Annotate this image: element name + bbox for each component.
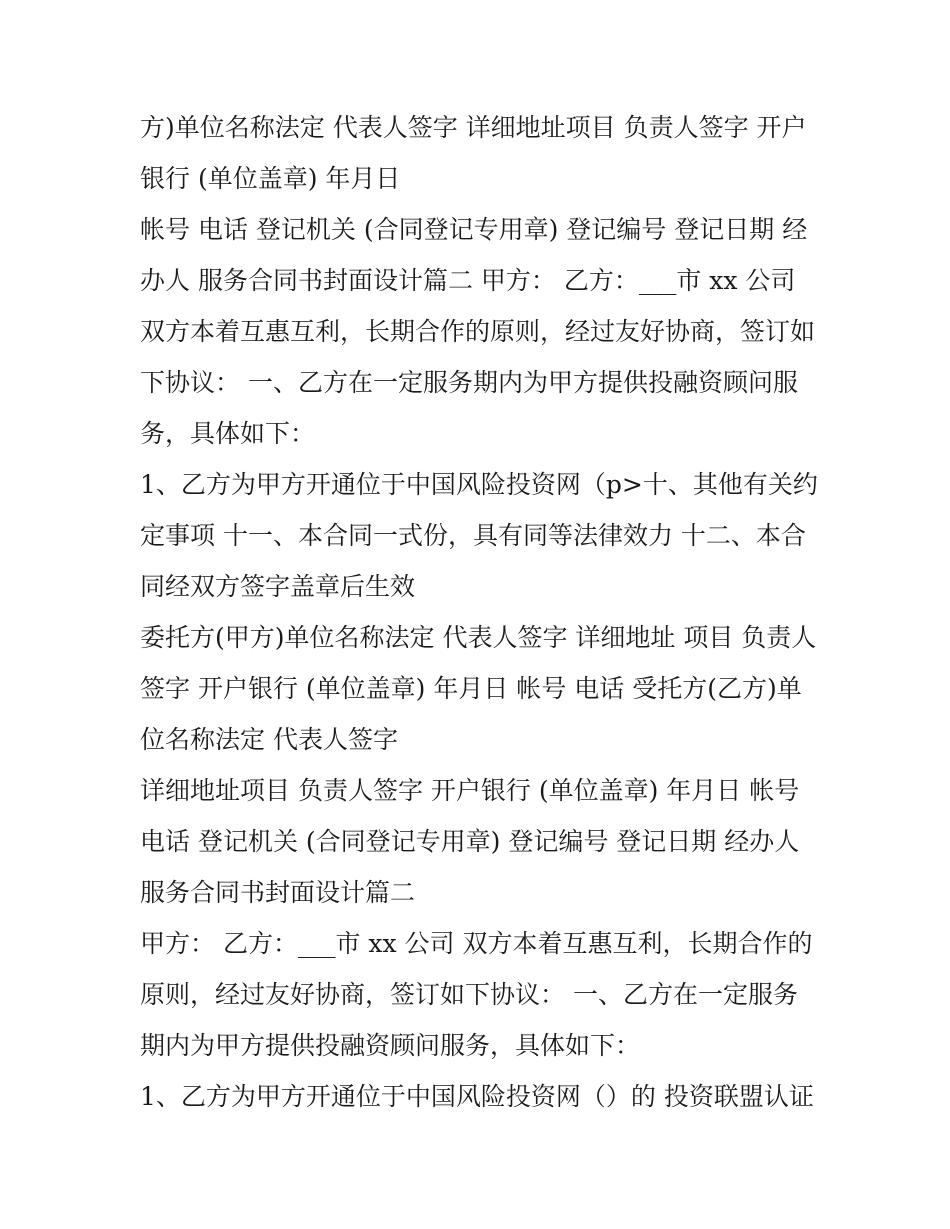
text-line: 方)单位名称法定 代表人签字 详细地址项目 负责人签字 开户 — [140, 113, 807, 142]
text-line: 原则，经过友好协商，签订如下协议： 一、乙方在一定服务 — [140, 980, 798, 1009]
text-line: 下协议： 一、乙方在一定服务期内为甲方提供投融资顾问服 — [140, 368, 798, 397]
text-line: 位名称法定 代表人签字 — [140, 725, 398, 754]
text-line: 1、乙方为甲方开通位于中国风险投资网（）的 投资联盟认证 — [140, 1082, 814, 1111]
text-line: 委托方(甲方)单位名称法定 代表人签字 详细地址 项目 负责人 — [140, 623, 817, 652]
text-line: 详细地址项目 负责人签字 开户银行 (单位盖章) 年月日 帐号 — [140, 776, 800, 805]
text-line: 帐号 电话 登记机关 (合同登记专用章) 登记编号 登记日期 经 — [140, 215, 808, 244]
text-line: 甲方： 乙方：___市 xx 公司 双方本着互惠互利，长期合作的 — [140, 929, 813, 958]
text-line: 双方本着互惠互利，长期合作的原则，经过友好协商，签订如 — [140, 317, 816, 346]
text-line: 定事项 十一、本合同一式份，具有同等法律效力 十二、本合 — [140, 521, 806, 550]
text-line: 电话 登记机关 (合同登记专用章) 登记编号 登记日期 经办人 — [140, 827, 800, 856]
text-line: 务，具体如下： — [140, 419, 316, 448]
text-line: 签字 开户银行 (单位盖章) 年月日 帐号 电话 受托方(乙方)单 — [140, 674, 802, 703]
text-line: 同经双方签字盖章后生效 — [140, 572, 416, 601]
text-line: 服务合同书封面设计篇二 — [140, 878, 416, 907]
text-line: 期内为甲方提供投融资顾问服务，具体如下： — [140, 1031, 641, 1060]
text-line: 银行 (单位盖章) 年月日 — [140, 164, 401, 193]
text-line: 1、乙方为甲方开通位于中国风险投资网（p>十、其他有关约 — [140, 470, 818, 499]
text-line: 办人 服务合同书封面设计篇二 甲方： 乙方：___市 xx 公司 — [140, 266, 796, 295]
